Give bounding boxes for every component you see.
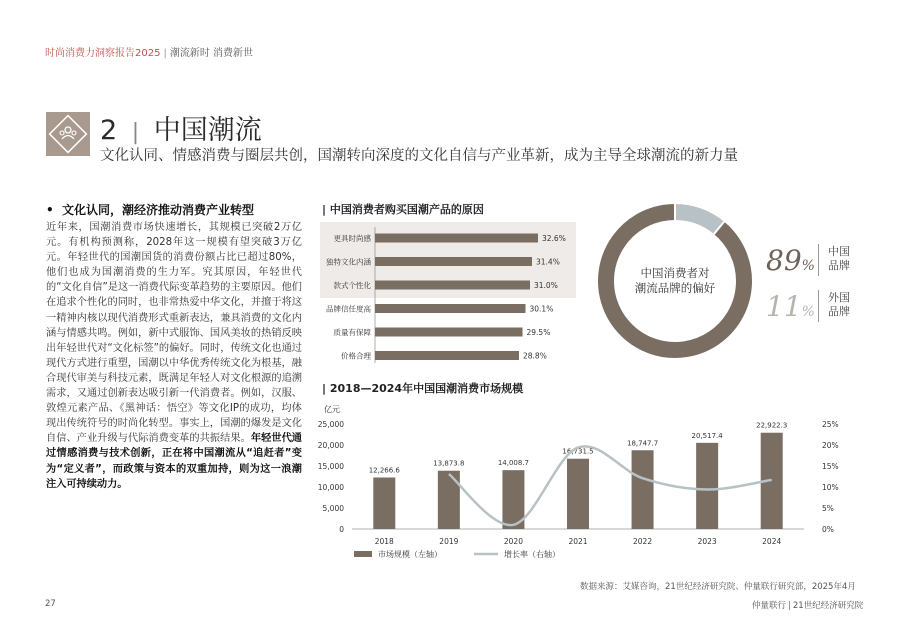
y-tick-label: 15,000 <box>317 462 344 471</box>
article-paragraph: 近年来，国潮消费市场快速增长，其规模已突破2万亿元。有机构预测称，2028年这一规模有望突破3万亿元。年轻世代的国潮国货的消费份额占比已超过80%，他们也成为国潮消费的生力军。究其原因，年轻世代的“文化自信”是这一消费代际变革趋势的主要原因。他们在追求个性化的同时，也非常热爱中华文化，并擅于将这一精神内核以现代消费形式重新表达，兼具消费的文化内涵与情感共鸣。例如，新中式服饰、国风美妆的热销反映出年轻世代对“文化标签”的偏好。同时，传统文化也通过现代方式进行重塑，国潮以中华优秀传统文化为根基，融合现代审美与科技元素，既满足年轻人对文化根源的追溯需求，又通过创新表达吸引新一代消费者。例如，汉服、敦煌元素产品、《黑神话：悟空》等文化IP的成功，均体现出传统符号的时尚化转型。事实上，国潮的爆发是文化自信、产业升级与代际消费变革的共振结果。 <box>46 222 302 445</box>
year-label: 2023 <box>697 537 717 546</box>
market-size-bar <box>373 477 395 529</box>
market-size-bar <box>632 450 654 529</box>
reason-label: 质量有保障 <box>333 328 371 337</box>
market-size-bar <box>567 459 589 529</box>
divider-line <box>818 290 819 322</box>
growth-rate-line <box>449 446 772 525</box>
market-size-bar <box>696 443 718 529</box>
legend-bar-label: 市场规模（左轴） <box>378 550 442 559</box>
china-pct-value: 89 <box>766 244 802 277</box>
donut-center-line1: 中国消费者对 <box>640 266 710 280</box>
article-heading: • 文化认同，潮经济推动消费产业转型 <box>46 203 255 217</box>
reason-value: 31.4% <box>536 257 560 267</box>
reason-label: 更具时尚感 <box>333 234 371 243</box>
market-size-value: 22,922.3 <box>756 421 788 430</box>
foreign-brand-percent <box>766 290 815 323</box>
data-source: 数据来源：艾媒咨询，21世纪经济研究院、仲量联行研究部，2025年4月 <box>580 582 856 592</box>
reason-bar <box>375 328 523 337</box>
foreign-label-1: 外国 <box>828 291 850 304</box>
market-size-value: 16,731.5 <box>562 447 594 456</box>
reason-bar <box>375 257 532 266</box>
section-number: 2 <box>100 115 118 146</box>
china-brand-percent <box>766 244 815 277</box>
donut-slice-foreign <box>675 203 725 235</box>
year-label: 2024 <box>762 537 782 546</box>
reason-value: 32.6% <box>542 234 566 243</box>
y2-tick-label: 25% <box>822 420 839 429</box>
chart1-title-text: 中国消费者购买国潮产品的原因 <box>329 203 484 216</box>
reason-label: 品牌信任度高 <box>326 304 371 314</box>
report-header <box>45 44 253 59</box>
y-tick-label: 0 <box>339 525 344 534</box>
y-tick-label: 10,000 <box>317 483 344 492</box>
reason-bar <box>375 351 519 360</box>
y2-tick-label: 10% <box>822 483 839 492</box>
y2-tick-label: 5% <box>822 504 834 513</box>
footer-orgs <box>752 599 863 611</box>
footer-org2: 21世纪经济研究院 <box>792 601 864 611</box>
legend-line-label: 增长率（右轴） <box>504 550 560 559</box>
y2-tick-label: 20% <box>822 441 839 450</box>
china-pct-sign: % <box>801 258 815 274</box>
year-label: 2021 <box>568 537 588 546</box>
chart2-title: | 2018—2024年中国国潮消费市场规模 <box>322 382 524 395</box>
article-heading-text: 文化认同，潮经济推动消费产业转型 <box>62 203 255 217</box>
page-number: 27 <box>45 599 56 609</box>
reason-label: 独特文化内涵 <box>326 257 371 267</box>
market-size-bar <box>438 471 460 529</box>
reason-value: 31.0% <box>534 281 558 290</box>
y-axis-unit: 亿元 <box>324 405 340 414</box>
y2-tick-label: 0% <box>822 525 834 534</box>
year-label: 2018 <box>374 537 394 546</box>
footer-org1: 仲量联行 <box>752 601 787 611</box>
y-tick-label: 25,000 <box>317 420 344 429</box>
market-size-chart <box>312 400 872 572</box>
foreign-pct-sign: % <box>801 304 815 320</box>
foreign-brand-label <box>828 291 858 319</box>
chart1-title: | 中国消费者购买国潮产品的原因 <box>322 203 484 216</box>
article-bold: 年轻世代通过情感消费与技术创新，正在将中国潮流从“追赶者”变为“定义者”，而政策与资本的双重加持，则为这一浪潮注入可持续动力。 <box>46 433 302 490</box>
market-size-value: 13,873.8 <box>433 459 465 468</box>
article-body <box>46 220 302 492</box>
reasons-bar-chart <box>310 225 590 365</box>
people-icon <box>46 112 90 156</box>
reason-bar <box>375 234 538 243</box>
china-label-1: 中国 <box>828 245 850 258</box>
divider-line <box>818 244 819 276</box>
header-separator: | <box>163 48 167 59</box>
china-brand-label <box>828 245 858 273</box>
reason-value: 28.8% <box>523 351 547 361</box>
donut-center-label <box>600 266 750 296</box>
reason-label: 价格合理 <box>341 351 371 361</box>
reason-bar <box>375 281 530 290</box>
year-label: 2022 <box>633 537 653 546</box>
section-title <box>100 108 262 147</box>
year-label: 2019 <box>439 537 459 546</box>
report-subtitle: 潮流新时 消费新世 <box>169 48 254 59</box>
reason-value: 30.1% <box>529 304 554 314</box>
section-divider: | <box>131 120 140 145</box>
footer-separator: | <box>788 601 791 611</box>
chart2-title-text: 2018—2024年中国国潮消费市场规模 <box>329 382 524 395</box>
market-size-value: 20,517.4 <box>691 431 723 440</box>
legend-bar-swatch <box>354 551 372 557</box>
reason-bar <box>375 304 526 313</box>
report-name: 时尚消费力洞察报告2025 <box>45 48 161 59</box>
market-size-value: 18,747.7 <box>626 439 659 448</box>
china-label-2: 品牌 <box>828 259 850 272</box>
year-label: 2020 <box>503 537 523 546</box>
y-tick-label: 5,000 <box>322 504 344 513</box>
donut-center-line2: 潮流品牌的偏好 <box>634 281 716 295</box>
foreign-label-2: 品牌 <box>828 305 850 318</box>
market-size-value: 14,008.7 <box>497 459 530 468</box>
y-tick-label: 20,000 <box>317 441 344 450</box>
reason-label: 款式个性化 <box>333 281 371 290</box>
foreign-pct-value: 11 <box>766 290 802 323</box>
y2-tick-label: 15% <box>822 462 839 471</box>
reason-value: 29.5% <box>526 328 551 337</box>
section-subtitle: 文化认同、情感消费与圈层共创，国潮转向深度的文化自信与产业革新，成为主导全球潮流的新力量 <box>100 148 738 164</box>
market-size-value: 12,266.6 <box>368 466 400 475</box>
section-name: 中国潮流 <box>153 115 262 146</box>
